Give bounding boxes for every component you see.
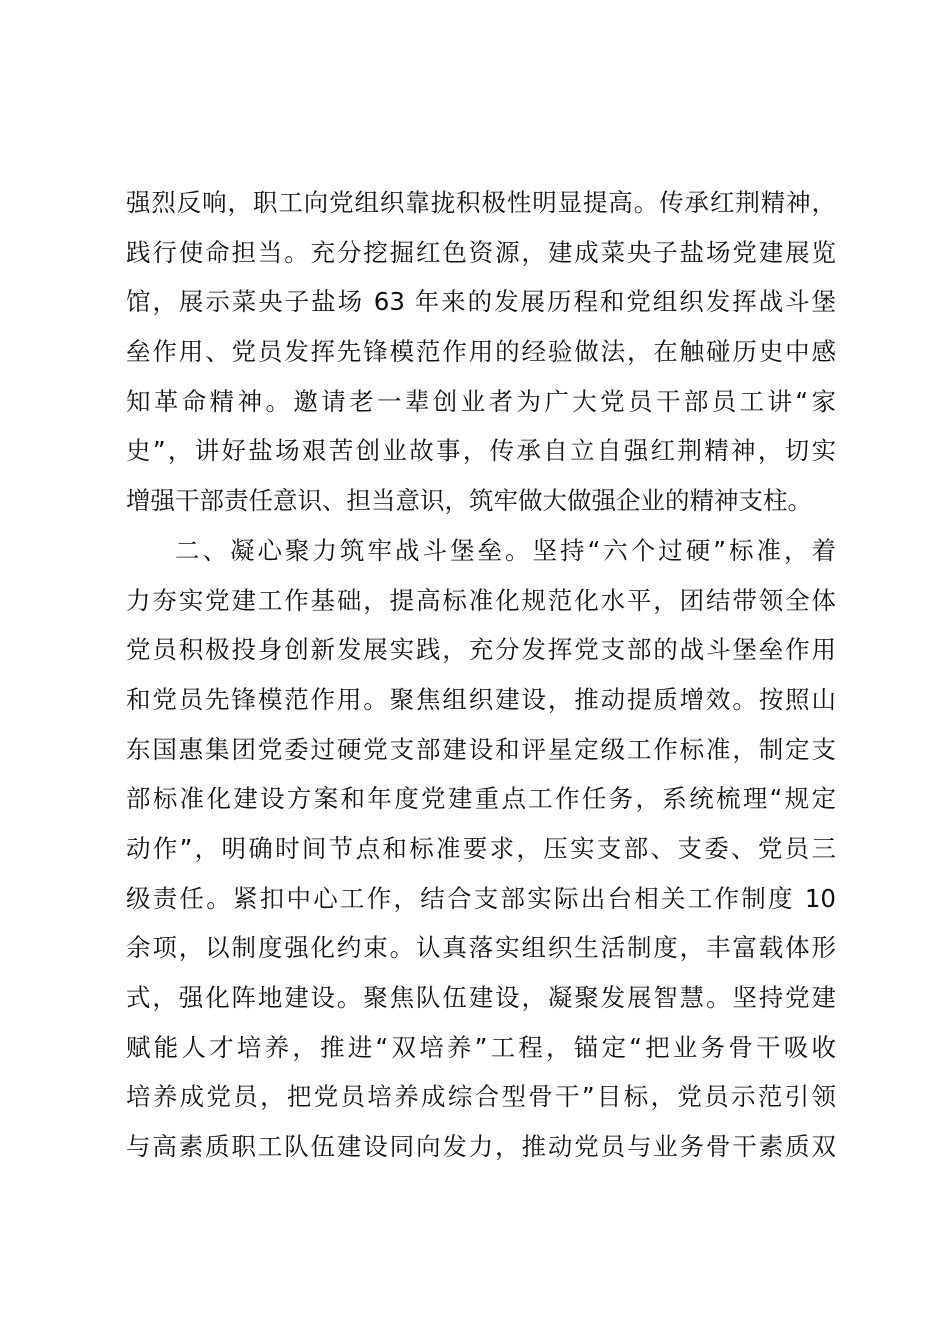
text-line: 部标准化建设方案和年度党建重点工作任务，系统梳理“规定 (126, 784, 836, 814)
text-line: 垒作用、党员发挥先锋模范作用的经验做法，在触碰历史中感 (126, 337, 836, 367)
body-text (126, 178, 836, 1172)
text-line: 赋能人才培养，推进“双培养”工程，锚定“把业务骨干吸收 (126, 1032, 836, 1062)
text-line: 增强干部责任意识、担当意识，筑牢做大做强企业的精神支柱。 (126, 486, 812, 516)
text-line: 东国惠集团党委过硬党支部建设和评星定级工作标准，制定支 (126, 734, 836, 764)
text-line: 余项，以制度强化约束。认真落实组织生活制度，丰富载体形 (126, 933, 836, 963)
text-line: 式，强化阵地建设。聚焦队伍建设，凝聚发展智慧。坚持党建 (126, 983, 836, 1012)
text-line: 馆，展示菜央子盐场 63 年来的发展历程和党组织发挥战斗堡 (126, 287, 836, 317)
text-line: 动作”，明确时间节点和标准要求，压实支部、支委、党员三 (126, 833, 836, 863)
text-line: 知革命精神。邀请老一辈创业者为广大党员干部员工讲“家 (126, 386, 836, 416)
text-line: 培养成党员，把党员培养成综合型骨干”目标，党员示范引领 (126, 1082, 836, 1112)
text-line: 史”，讲好盐场艰苦创业故事，传承自立自强红荆精神，切实 (126, 436, 836, 466)
text-line: 党员积极投身创新发展实践，充分发挥党支部的战斗堡垒作用 (126, 635, 836, 665)
text-line: 践行使命担当。充分挖掘红色资源，建成菜央子盐场党建展览 (126, 237, 836, 267)
paragraph-start-line: 二、凝心聚力筑牢战斗堡垒。坚持“六个过硬”标准，着 (175, 535, 836, 565)
text-line: 力夯实党建工作基础，提高标准化规范化水平，团结带领全体 (126, 585, 836, 615)
text-line: 与高素质职工队伍建设同向发力，推动党员与业务骨干素质双 (126, 1132, 836, 1162)
text-line: 强烈反响，职工向党组织靠拢积极性明显提高。传承红荆精神， (126, 188, 836, 217)
text-line: 级责任。紧扣中心工作，结合支部实际出台相关工作制度 10 (126, 883, 836, 913)
text-line: 和党员先锋模范作用。聚焦组织建设，推动提质增效。按照山 (126, 684, 836, 714)
